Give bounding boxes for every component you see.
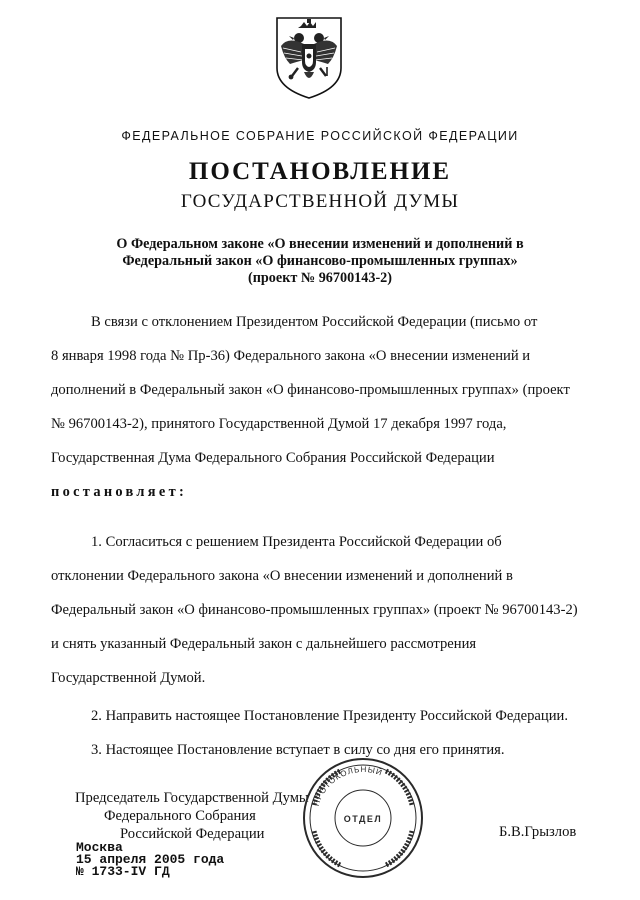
assembly-header: ФЕДЕРАЛЬНОЕ СОБРАНИЕ РОССИЙСКОЙ ФЕДЕРАЦИИ: [121, 129, 519, 143]
item-1-line: Государственной Думой.: [51, 670, 206, 686]
coat-of-arms-icon: [274, 16, 344, 100]
footer-city: Москва: [76, 840, 123, 855]
item-1-line: 1. Согласиться с решением Президента Российской Федерации об: [91, 534, 502, 550]
resolves-keyword: постановляет:: [51, 484, 188, 500]
subject-line: Федеральный закон «О финансово-промышленных группах»: [122, 253, 518, 269]
stamp-center-text: ОТДЕЛ: [343, 814, 383, 824]
signatory-name: Б.В.Грызлов: [499, 824, 577, 840]
preamble-line: дополнений в Федеральный закон «О финансово-промышленных группах» (проект: [51, 382, 570, 398]
stamp-ring-text: ПРОТОКОЛЬНЫЙ: [311, 764, 385, 808]
signatory-position: [75, 789, 309, 843]
preamble-line: № 96700143-2), принятого Государственной Думой 17 декабря 1997 года,: [51, 416, 507, 432]
item-3-line: 3. Настоящее Постановление вступает в силу со дня его принятия.: [91, 742, 505, 758]
footer-date: 15 апреля 2005 года: [76, 852, 225, 867]
resolution-subject: [60, 236, 580, 287]
svg-text:ПРОТОКОЛЬНЫЙ: [312, 765, 384, 807]
subject-line: О Федеральном законе «О внесении изменений и дополнений в: [116, 236, 524, 252]
document-subtitle: ГОСУДАРСТВЕННОЙ ДУМЫ: [180, 191, 460, 212]
position-line: Председатель Государственной Думы: [75, 790, 309, 806]
position-line: Российской Федерации: [120, 826, 265, 842]
preamble-line: В связи с отклонением Президентом Российской Федерации (письмо от: [91, 314, 538, 330]
subject-line: (проект № 96700143-2): [248, 270, 392, 286]
position-line: Федерального Собрания: [104, 808, 256, 824]
item-1-line: и снять указанный Федеральный закон с дальнейшего рассмотрения: [51, 636, 477, 652]
item-2-line: 2. Направить настоящее Постановление Президенту Российской Федерации.: [91, 708, 568, 724]
office-stamp: [300, 755, 426, 881]
item-1-line: Федеральный закон «О финансово-промышленных группах» (проект № 96700143-2): [51, 602, 578, 618]
footer-number: № 1733-IV ГД: [76, 864, 170, 879]
preamble-line: 8 января 1998 года № Пр-36) Федерального закона «О внесении изменений и: [51, 348, 531, 364]
preamble-line: Государственная Дума Федерального Собрания Российской Федерации: [51, 450, 495, 466]
document-title: ПОСТАНОВЛЕНИЕ: [188, 158, 452, 185]
item-1-line: отклонении Федерального закона «О внесении изменений и дополнений в: [51, 568, 513, 584]
